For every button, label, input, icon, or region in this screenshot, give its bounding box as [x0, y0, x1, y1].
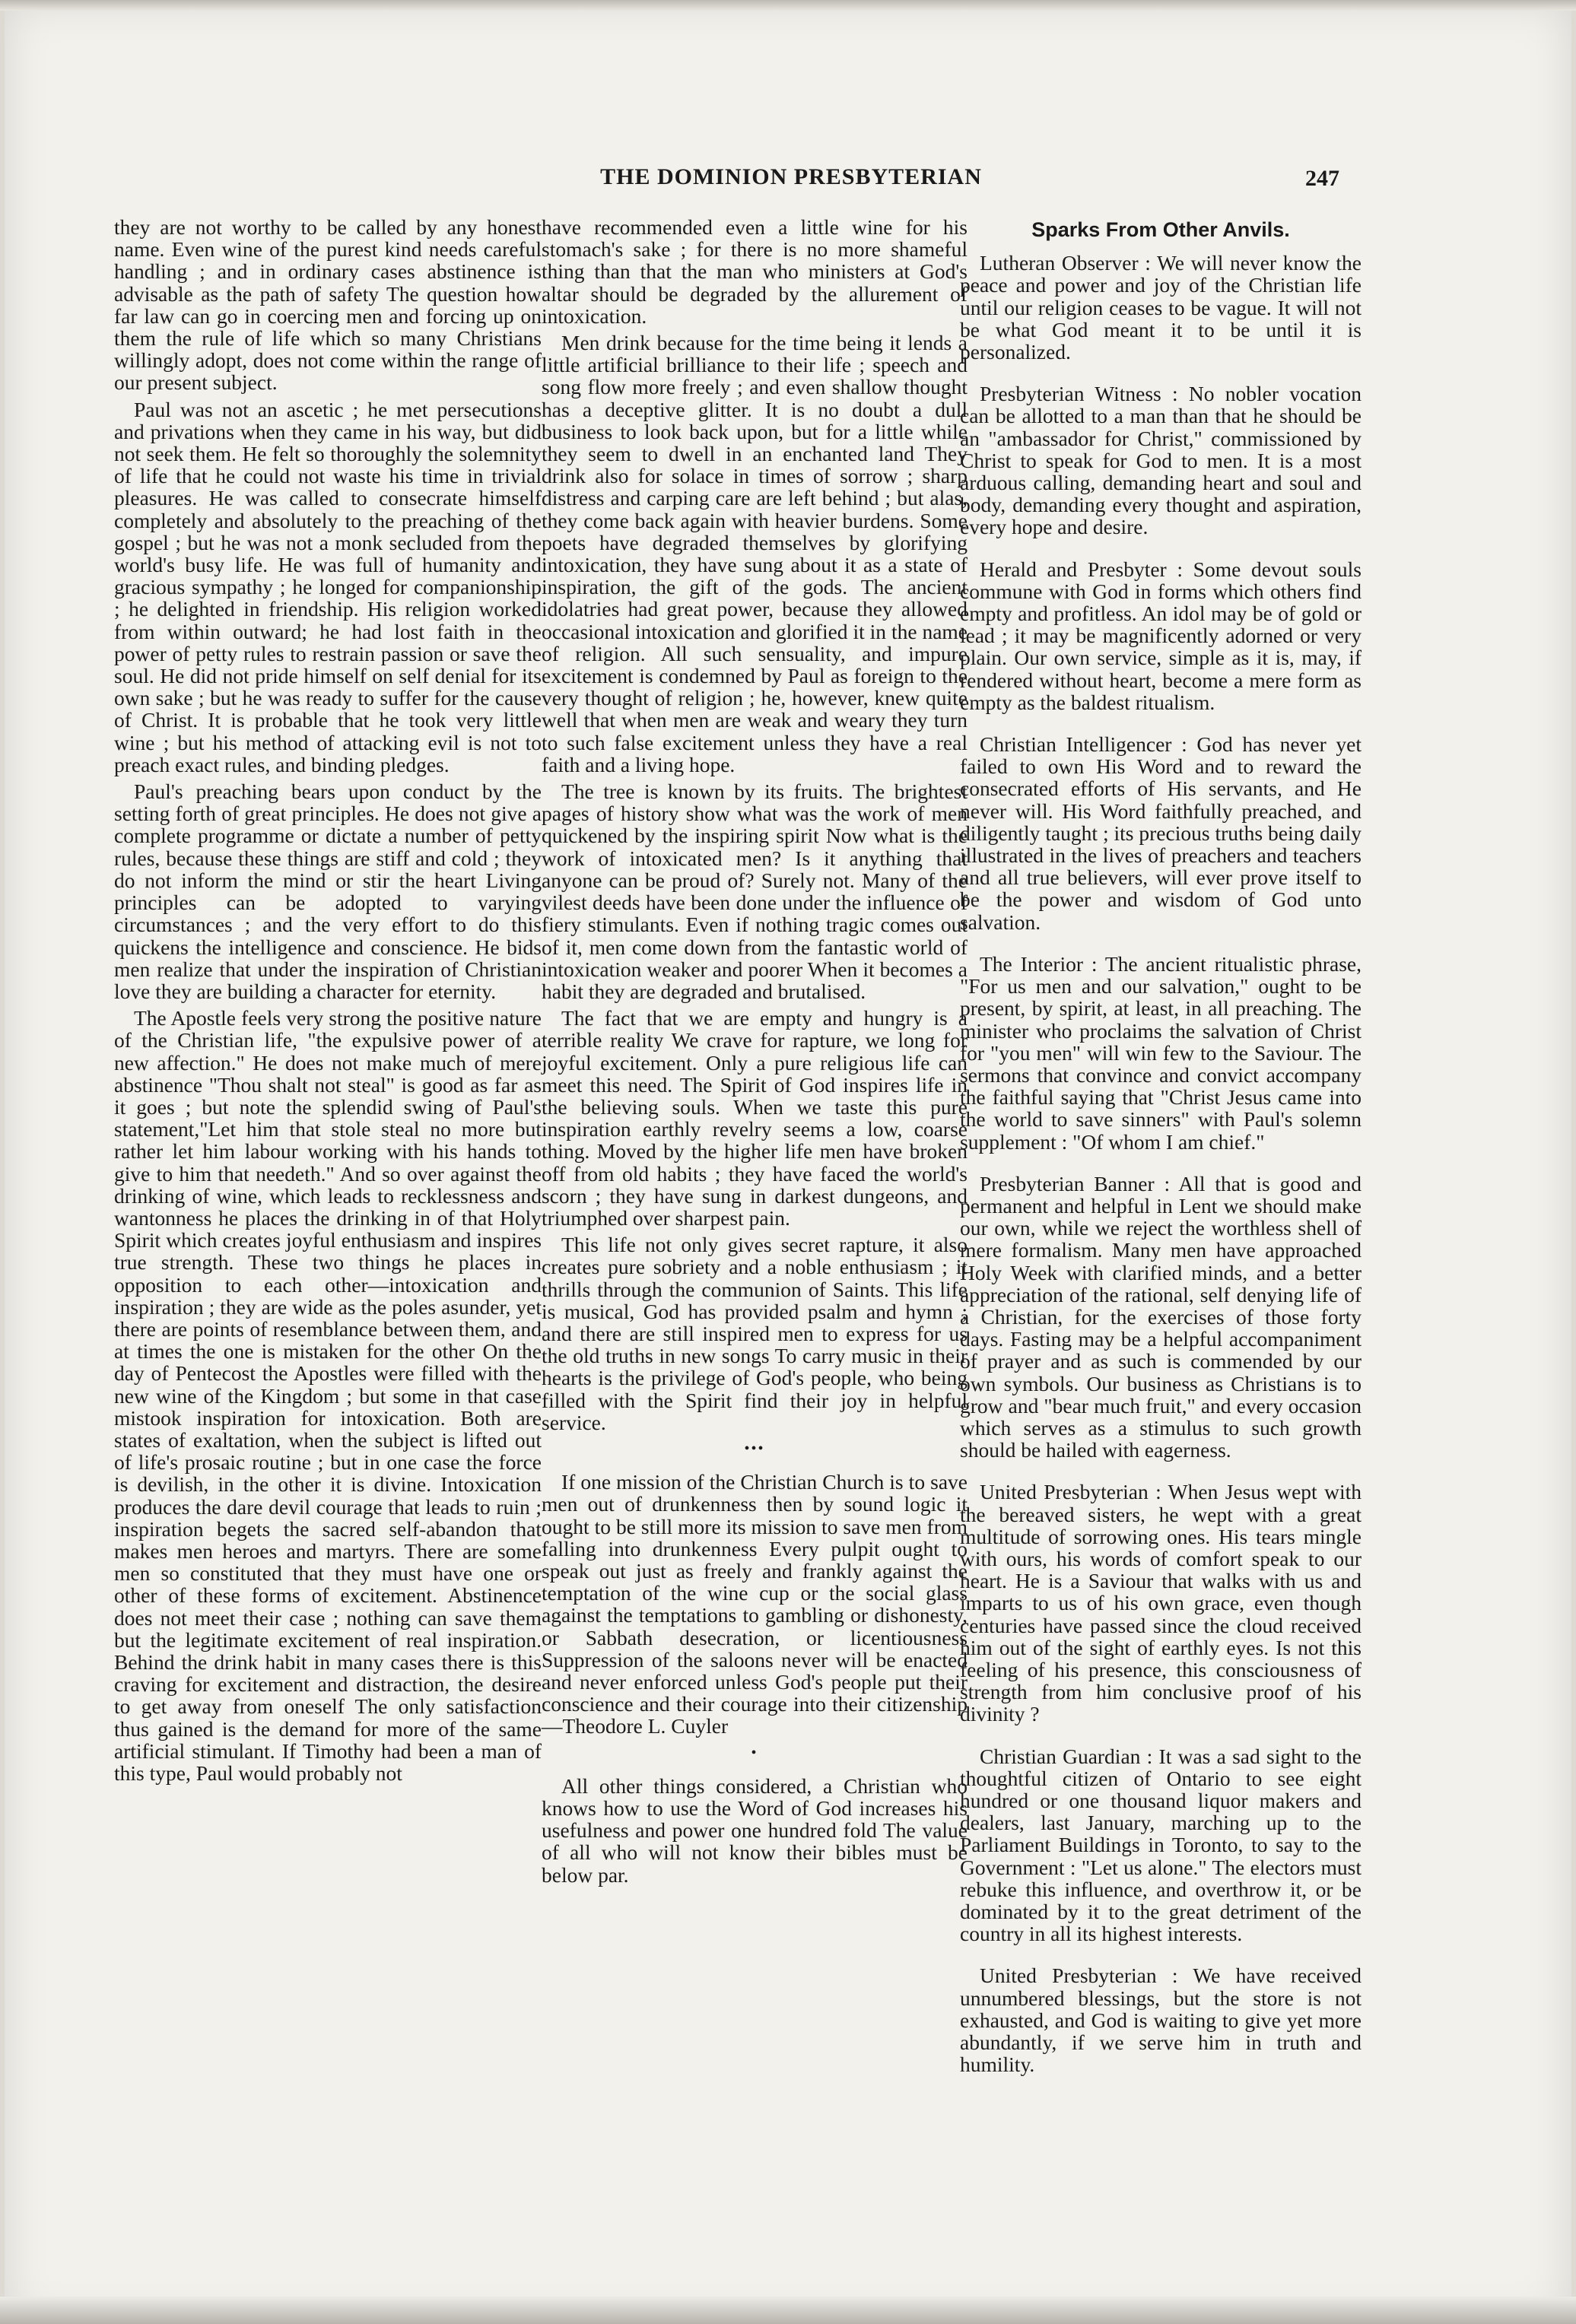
paragraph: Paul was not an ascetic ; he met persecutions and privations when they came in his way, but did not seek them. He felt so thoroughly the solemnity of life that he could not waste his time in trivial pleasures. He was called to consecrate himself completely and absolutely to the preaching of the gospel ; but he was not a monk secluded from the world's busy life. He was full of humanity and gracious sympathy ; he longed for companionship ; he delighted in friendship. His religion worked from within outward; he had lost faith in the power of petty rules to restrain passion or save the soul. He did not pride himself on self denial for its own sake ; but he was ready to suffer for the cause of Christ. It is probable that he took very little wine ; but his method of attacking evil is not to preach exact rules, and binding pledges.	[114, 397, 542, 776]
paragraph: The Apostle feels very strong the positive nature of the Christian life, "the expulsive power of a new affection." He does not make much of mere abstinence "Thou shalt not steal" is good as far as it goes ; but note the splendid swing of Paul's statement,"Let him that stole steal no more but rather let him labour working with his hands to give to him that needeth." And so over against the drinking of wine, which leads to recklessness and wantonness he places the drinking in of that Holy Spirit which creates joyful enthusiasm and inspires true strength. These two things he places in opposition to each other—intoxication and inspiration ; they are wide as the poles asunder, yet there are points of resemblance between them, and at times the one is mistaken for the other On the day of Pentecost the Apostles were filled with the new wine of the Kingdom ; but some in that case mistook inspiration for intoxication. Both are states of exaltation, when the subject is lifted out of life's prosaic routine ; but in one case the force is devilish, in the other it is divine. Intoxication produces the dare devil courage that leads to ruin ; inspiration begets the sacred self-abandon that makes men heroes and martyrs. There are some men so constituted that they must have one or other of these forms of excitement. Abstinence does not meet their case ; nothing can save them but the legitimate excitement of real inspiration. Behind the drink habit in many cases there is this craving for excitement and distraction, the desire to get away from oneself The only satisfaction thus gained is the demand for more of the same artificial stimulant. If Timothy had been a man of this type, Paul would probably not	[114, 1006, 542, 1786]
paragraph: they are not worthy to be called by any honest name. Even wine of the purest kind needs careful handling ; and in ordinary cases abstinence is advisable as the path of safety The question how far law can go in coercing men and forcing up on them the rule of life which so many Christians willingly adopt, does not come within the range of our present subject.	[114, 215, 542, 395]
page-top-edge	[0, 0, 1576, 11]
separator-ornament: •	[751, 1744, 758, 1761]
excerpt-paragraph: United Presbyterian : When Jesus wept with the bereaved sisters, he wept with a great multitude of sorrowing ones. His tears mingle with ours, his words of comfort speak to our heart. He is a Saviour that walks with us and imparts to us of his own grace, even though centuries have passed since the cloud received him out of the sight of earthly eyes. Is not this feeling of his presence, this consciousness of strength from him conclusive proof of his divinity ?	[960, 1480, 1362, 1726]
column-left	[114, 216, 542, 1789]
closing-paragraph: All other things considered, a Christian who knows how to use the Word of God increases his usefulness and power one hundred fold The value of all who will not know their bibles must be below par.	[542, 1773, 968, 1887]
excerpt-paragraph: Christian Intelligencer : God has never yet failed to own His Word and to reward the consecrated efforts of His servants, and He never will. His Word faithfully preached, and diligently taught ; its precious truths being daily illustrated in the lives of preachers and teachers and all true believers, will ever prove itself to be the power and wisdom of God unto salvation.	[960, 732, 1362, 934]
paragraph: The fact that we are empty and hungry is a terrible reality We crave for rapture, we long for joyful excitement. Only a pure religious life can meet this need. The Spirit of God inspires life in the believing souls. When we taste this pure inspiration earthly revelry seems a low, coarse thing. Moved by the higher life men have broken off from old habits ; they have faced the world's scorn ; they have sung in darkest dungeons, and triumphed over sharpest pain.	[542, 1006, 968, 1230]
paragraph: have recommended even a little wine for his stomach's sake ; for there is no more shameful thing than that the man who ministers at God's altar should be degraded by the allurement of intoxication.	[542, 215, 968, 328]
column-middle	[542, 216, 968, 1891]
paragraph: This life not only gives secret rapture, it also creates pure sobriety and a noble enthusiasm ; it thrills through the communion of Saints. This life is musical, God has provided psalm and hymn ; and there are still inspired men to express for us the old truths in new songs To carry music in their hearts is the privilege of God's people, who being filled with the Spirit find their joy in helpful service.	[542, 1233, 968, 1434]
section-heading: Sparks From Other Anvils.	[1031, 218, 1290, 241]
page-bottom-edge	[0, 2297, 1576, 2324]
paragraph: Paul's preaching bears upon conduct by the setting forth of great principles. He does not give a complete programme or dictate a number of petty rules, because these things are stiff and cold ; they do not inform the mind or stir the heart Living principles can be adopted to varying circumstances ; and the very effort to do this quickens the intelligence and conscience. He bids men realize that under the inspiration of Christian love they are building a character for eternity.	[114, 779, 542, 1003]
excerpt-paragraph: Presbyterian Witness : No nobler vocation can be allotted to a man than that he should be an "ambassador for Christ," commissioned by Christ to speak for God to men. It is a most arduous calling, demanding heart and soul and body, demanding every thought and aspiration, every hope and desire.	[960, 382, 1362, 539]
paragraph: The tree is known by its fruits. The brightest pages of history show what was the work of men quickened by the inspiring spirit Now what is the work of intoxicated men? Is it anything that anyone can be proud of? Surely not. Many of the vilest deeds have been done under the influence of fiery stimulants. Even if nothing tragic comes out of it, men come down from the fantastic world of intoxication weaker and poorer When it becomes a habit they are degraded and brutalised.	[542, 779, 968, 1003]
excerpt-paragraph: United Presbyterian : We have received unnumbered blessings, but the store is not exhausted, and God is waiting to give yet more abundantly, if we serve him in truth and humility.	[960, 1964, 1362, 2077]
excerpt-paragraph: The Interior : The ancient ritualistic phrase, "For us men and our salvation," ought to be present, by spirit, at least, in all preaching. The minister who proclaims the salvation of Christ for "you men" will win few to the Saviour. The sermons that convince and convict accompany the faithful saying that "Christ Jesus came into the world to save sinners" with Paul's solemn supplement : "Of whom I am chief."	[960, 951, 1362, 1154]
quote-paragraph: If one mission of the Christian Church is to save men out of drunkenness then by sound logic it ought to be still more its mission to save men from falling into drunkenness Every pulpit ought to speak out just as freely and frankly against the temptation of the wine cup or the social glass against the temptations to gambling or dishonesty, or Sabbath desecration, or licentiousness Suppression of the saloons never will be enacted and never enforced unless God's people put their conscience and their courage into their citizenship —Theodore L. Cuyler	[542, 1470, 968, 1738]
page-number: 247	[1305, 166, 1339, 191]
excerpt-paragraph: Christian Guardian : It was a sad sight to the thoughtful citizen of Ontario to see eight hundred or one thousand liquor makers and dealers, last January, marching up to the Parliament Buildings in Toronto, to say to the Government : "Let us alone." The electors must rebuke this influence, and overthrow it, or be dominated by it to the great detriment of the country in all its highest interests.	[960, 1744, 1362, 1946]
excerpt-paragraph: Lutheran Observer : We will never know the peace and power and joy of the Christian life until our religion ceases to be vague. It will not be what God meant it to be until it is personalized.	[960, 251, 1362, 364]
excerpt-paragraph: Herald and Presbyter : Some devout souls commune with God in forms which others find empty and profitless. An idol may be of gold or lead ; it may be magnificently adorned or very plain. Our own service, simple as it is, may, if rendered without heart, become a mere form as empty as the baldest ritualism.	[960, 557, 1362, 714]
column-right	[960, 216, 1362, 2095]
running-header: THE DOMINION PRESBYTERIAN	[600, 164, 982, 189]
separator-ornament: •••	[744, 1440, 765, 1457]
excerpt-paragraph: Presbyterian Banner : All that is good and permanent and helpful in Lent we should make our own, while we reject the worthless shell of mere formalism. Many men have approached Holy Week with clarified minds, and a better appreciation of the rational, self denying life of a Christian, for the exercises of those forty days. Fasting may be a helpful accompaniment of prayer and as such is commended by our own symbols. Our business as Christians is to grow and "bear much fruit," and every occasion which serves as a stimulus to such growth should be hailed with eagerness.	[960, 1171, 1362, 1462]
paragraph: Men drink because for the time being it lends a little artificial brilliance to their life ; speech and song flow more freely ; and even shallow thought has a deceptive glitter. It is no doubt a dull business to look back upon, but for a little while they seem to dwell in an enchanted land They drink also for solace in times of sorrow ; sharp distress and carping care are left behind ; but alas, they come back again with heavier burdens. Some poets have degraded themselves by glorifying intoxication, they have sung about it as a state of inspiration, the gift of the gods. The ancient idolatries had great power, because they allowed occasional intoxication and glorified it in the name of religion. All such sensuality, and impure excitement is condemned by Paul as foreign to the very thought of religion ; he, however, knew quite well that when men are weak and weary they turn to such false excitement unless they have a real faith and a living hope.	[542, 331, 968, 776]
